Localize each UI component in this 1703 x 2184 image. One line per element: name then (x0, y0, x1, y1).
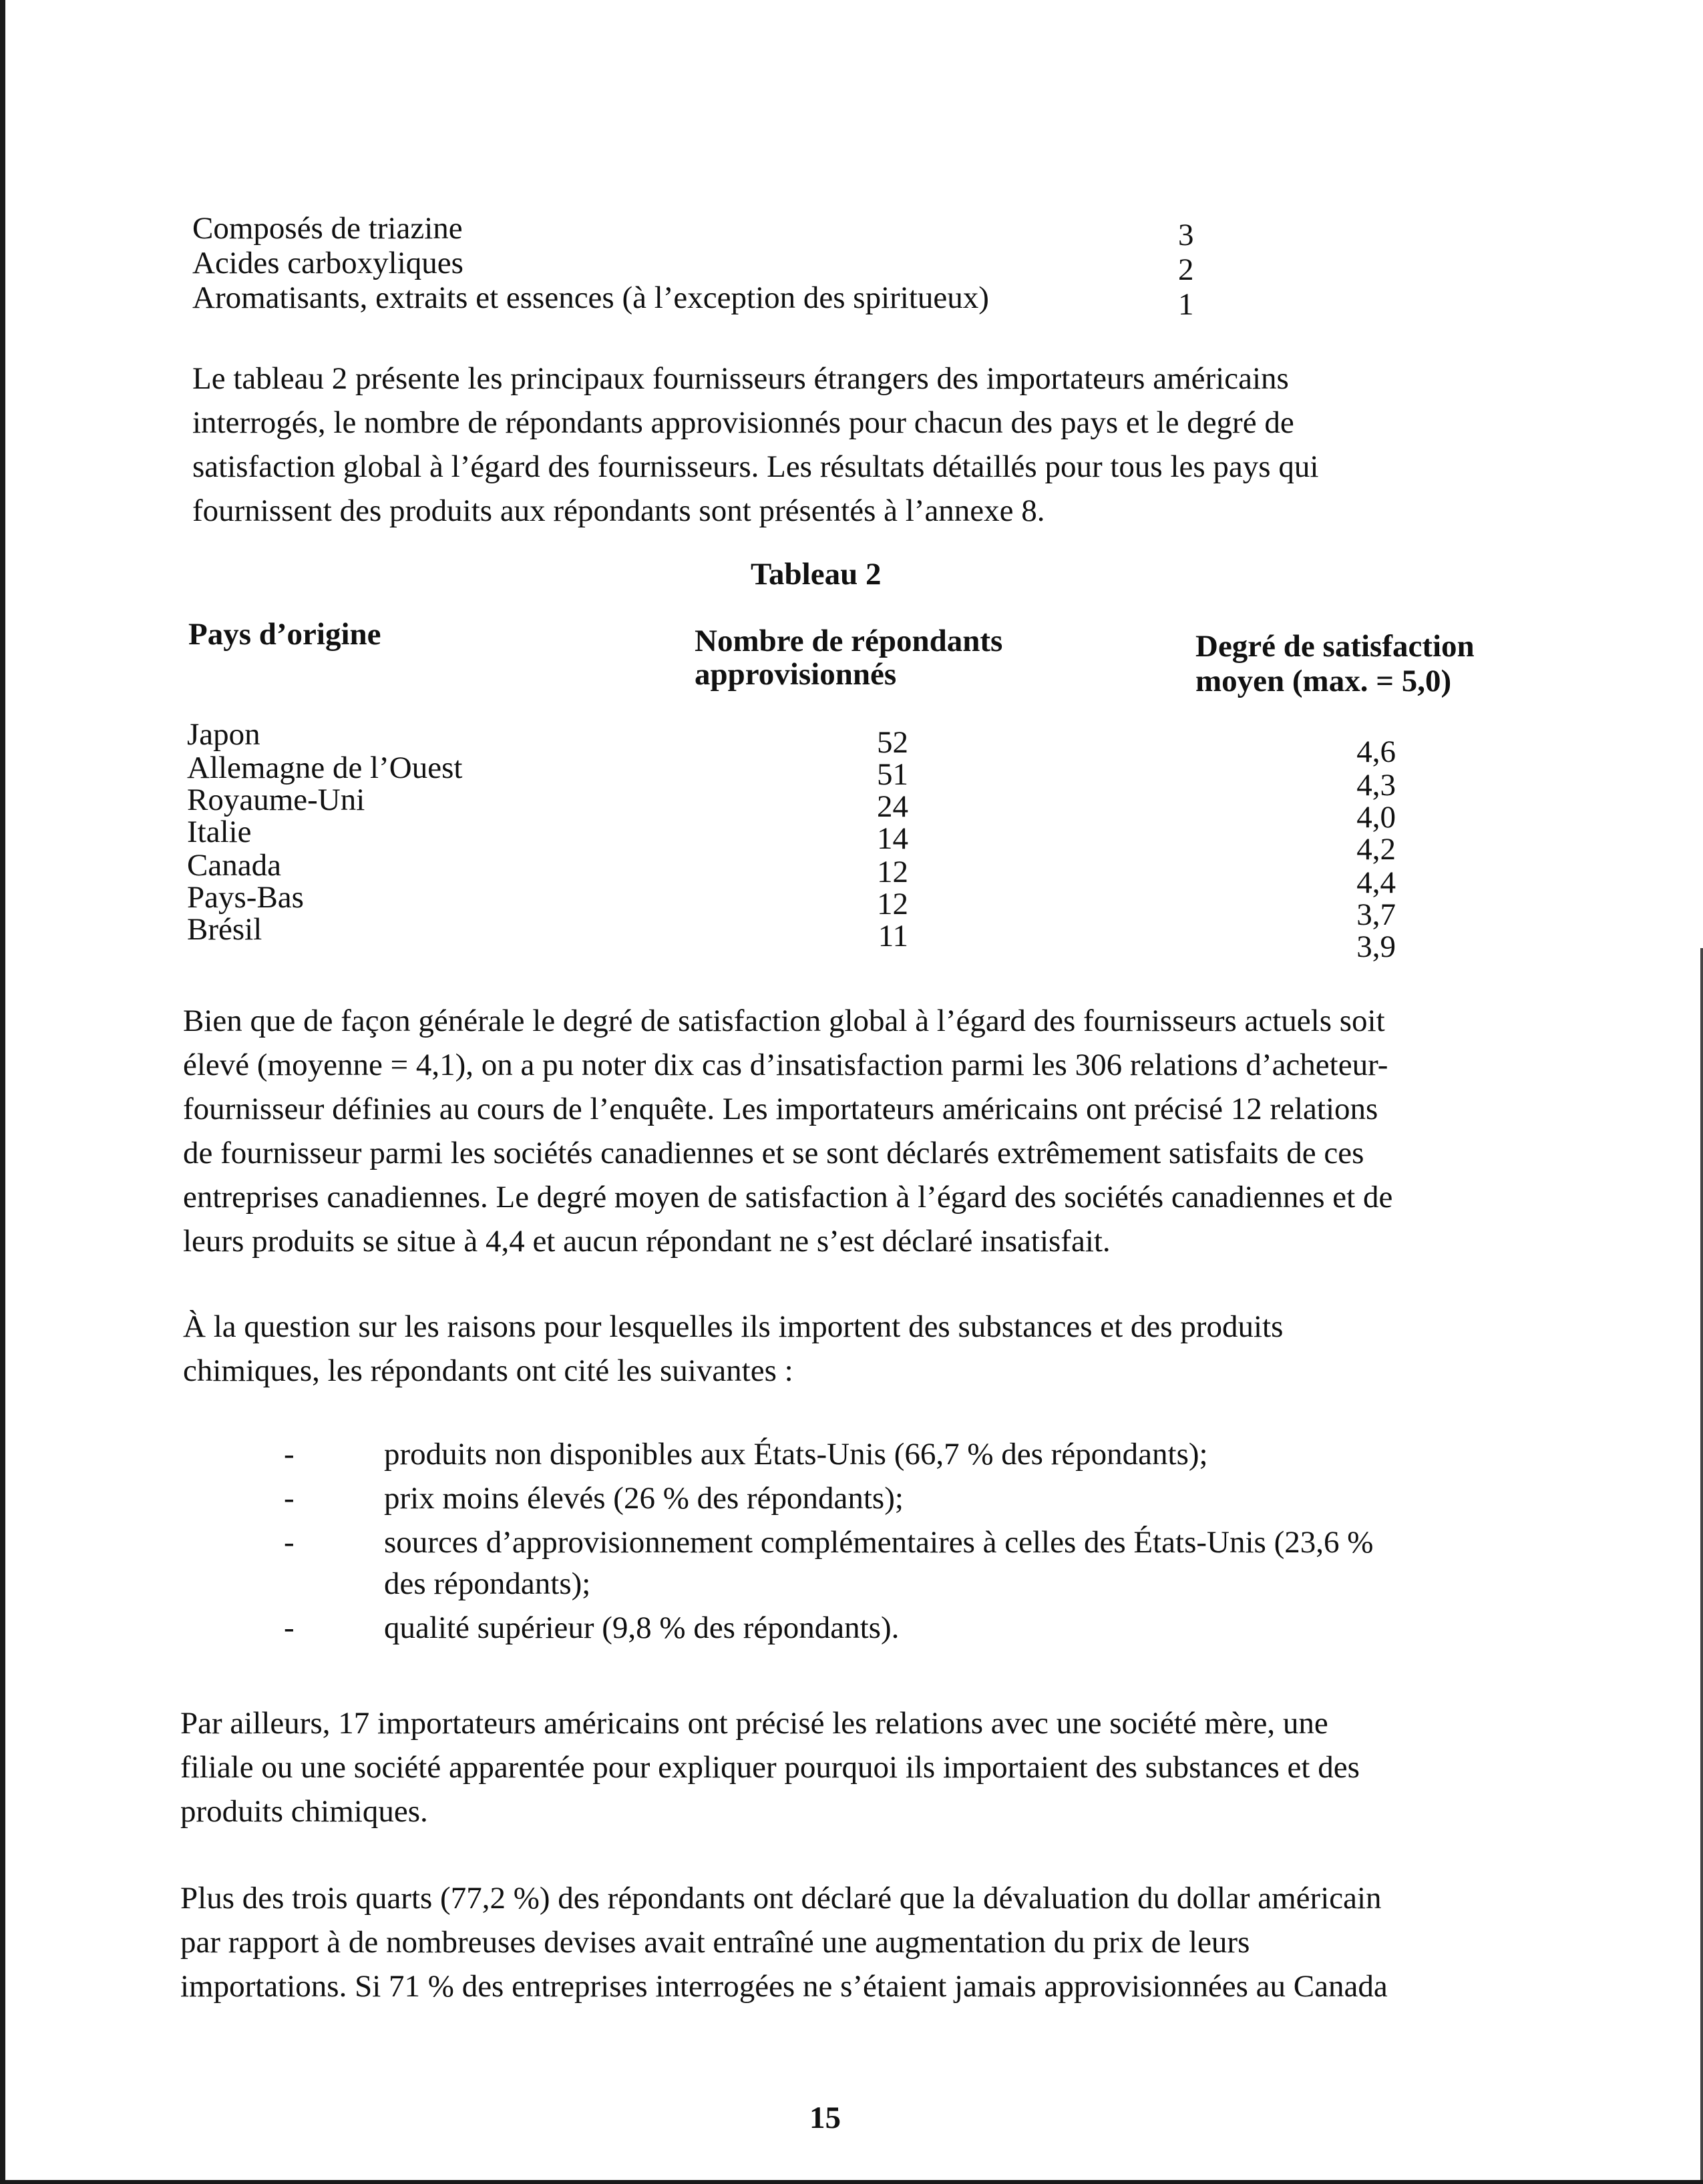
row-country: Royaume-Uni (187, 783, 365, 817)
row-satisfaction: 3,7 (1356, 897, 1396, 932)
row-count: 12 (877, 887, 908, 921)
intro-paragraph (192, 357, 1318, 533)
row-country: Brésil (187, 912, 262, 947)
scan-edge-bottom (0, 2180, 1703, 2184)
list-item: sources d’approvisionnement complémentaires à celles des États-Unis (23,6 % (384, 1525, 1374, 1560)
paragraph-line: chimiques, les répondants ont cité les suivantes : (183, 1353, 793, 1388)
product-label: Acides carboxyliques (192, 246, 463, 280)
product-value: 2 (1178, 252, 1194, 287)
paragraph-line: filiale ou une société apparentée pour expliquer pourquoi ils importaient des substances et des (180, 1750, 1360, 1785)
table-title: Tableau 2 (751, 557, 882, 592)
paragraph-line: fournissent des produits aux répondants sont présentés à l’annexe 8. (192, 493, 1045, 528)
paragraph-line: importations. Si 71 % des entreprises interrogées ne s’étaient jamais approvisionnées au Canada (180, 1969, 1388, 2004)
list-item-continuation: des répondants); (384, 1566, 591, 1601)
devaluation-paragraph (180, 1876, 1388, 2008)
product-value: 3 (1178, 218, 1194, 252)
paragraph-line: À la question sur les raisons pour lesquelles ils importent des substances et des produits (183, 1309, 1284, 1344)
paragraph-line: élevé (moyenne = 4,1), on a pu noter dix cas d’insatisfaction parmi les 306 relations d’acheteur- (183, 1048, 1388, 1082)
row-satisfaction: 3,9 (1356, 929, 1396, 964)
list-item: prix moins élevés (26 % des répondants); (384, 1481, 904, 1516)
row-satisfaction: 4,3 (1356, 768, 1396, 803)
list-dash: - (284, 1481, 295, 1516)
header-satisfaction-line1: Degré de satisfaction (1195, 629, 1475, 664)
row-satisfaction: 4,6 (1356, 734, 1396, 769)
paragraph-line: de fournisseur parmi les sociétés canadiennes et se sont déclarés extrêmement satisfaits de ces (183, 1136, 1364, 1170)
header-country: Pays d’origine (188, 617, 381, 652)
paragraph-line: Bien que de façon générale le degré de satisfaction global à l’égard des fournisseurs actuels soit (183, 1004, 1385, 1038)
scan-edge-left (0, 0, 5, 2184)
row-count: 12 (877, 855, 908, 889)
row-count: 11 (878, 919, 908, 953)
paragraph-line: produits chimiques. (180, 1794, 428, 1829)
header-count-line2: approvisionnés (695, 657, 897, 692)
row-country: Pays-Bas (187, 880, 304, 915)
header-count-line1: Nombre de répondants (695, 624, 1003, 658)
paragraph-line: fournisseur définies au cours de l’enquête. Les importateurs américains ont précisé 12 relations (183, 1092, 1378, 1126)
row-country: Canada (187, 848, 281, 883)
paragraph-line: leurs produits se situe à 4,4 et aucun répondant ne s’est déclaré insatisfait. (183, 1224, 1111, 1259)
paragraph-line: Plus des trois quarts (77,2 %) des répondants ont déclaré que la dévaluation du dollar américain (180, 1881, 1382, 1916)
scan-edge-right (1700, 948, 1703, 2184)
header-satisfaction-line2: moyen (max. = 5,0) (1195, 664, 1452, 698)
paragraph-line: interrogés, le nombre de répondants approvisionnés pour chacun des pays et le degré de (192, 405, 1294, 440)
list-item: produits non disponibles aux États-Unis (66,7 % des répondants); (384, 1437, 1208, 1472)
list-item: qualité supérieur (9,8 % des répondants). (384, 1610, 900, 1645)
row-country: Italie (187, 815, 252, 849)
list-dash: - (284, 1437, 295, 1472)
page-number: 15 (809, 2101, 841, 2135)
list-dash: - (284, 1610, 295, 1645)
row-satisfaction: 4,4 (1356, 865, 1396, 900)
paragraph-line: satisfaction global à l’égard des fournisseurs. Les résultats détaillés pour tous les pays qui (192, 449, 1319, 484)
row-count: 52 (877, 725, 908, 760)
row-satisfaction: 4,2 (1356, 832, 1396, 867)
row-country: Japon (187, 717, 260, 752)
row-satisfaction: 4,0 (1356, 800, 1396, 835)
row-count: 24 (877, 789, 908, 824)
parent-company-paragraph (180, 1701, 1360, 1833)
paragraph-line: Par ailleurs, 17 importateurs américains ont précisé les relations avec une société mère, une (180, 1706, 1328, 1741)
satisfaction-paragraph (183, 999, 1392, 1263)
list-dash: - (284, 1525, 295, 1560)
product-label: Aromatisants, extraits et essences (à l’exception des spiritueux) (192, 280, 989, 315)
product-value: 1 (1178, 287, 1194, 322)
row-count: 51 (877, 757, 908, 792)
reasons-intro (183, 1305, 1283, 1393)
paragraph-line: par rapport à de nombreuses devises avait entraîné une augmentation du prix de leurs (180, 1925, 1250, 1960)
paragraph-line: Le tableau 2 présente les principaux fournisseurs étrangers des importateurs américains (192, 361, 1289, 396)
row-country: Allemagne de l’Ouest (187, 750, 463, 785)
row-count: 14 (877, 821, 908, 856)
product-label: Composés de triazine (192, 211, 463, 246)
paragraph-line: entreprises canadiennes. Le degré moyen de satisfaction à l’égard des sociétés canadiennes et de (183, 1180, 1393, 1215)
